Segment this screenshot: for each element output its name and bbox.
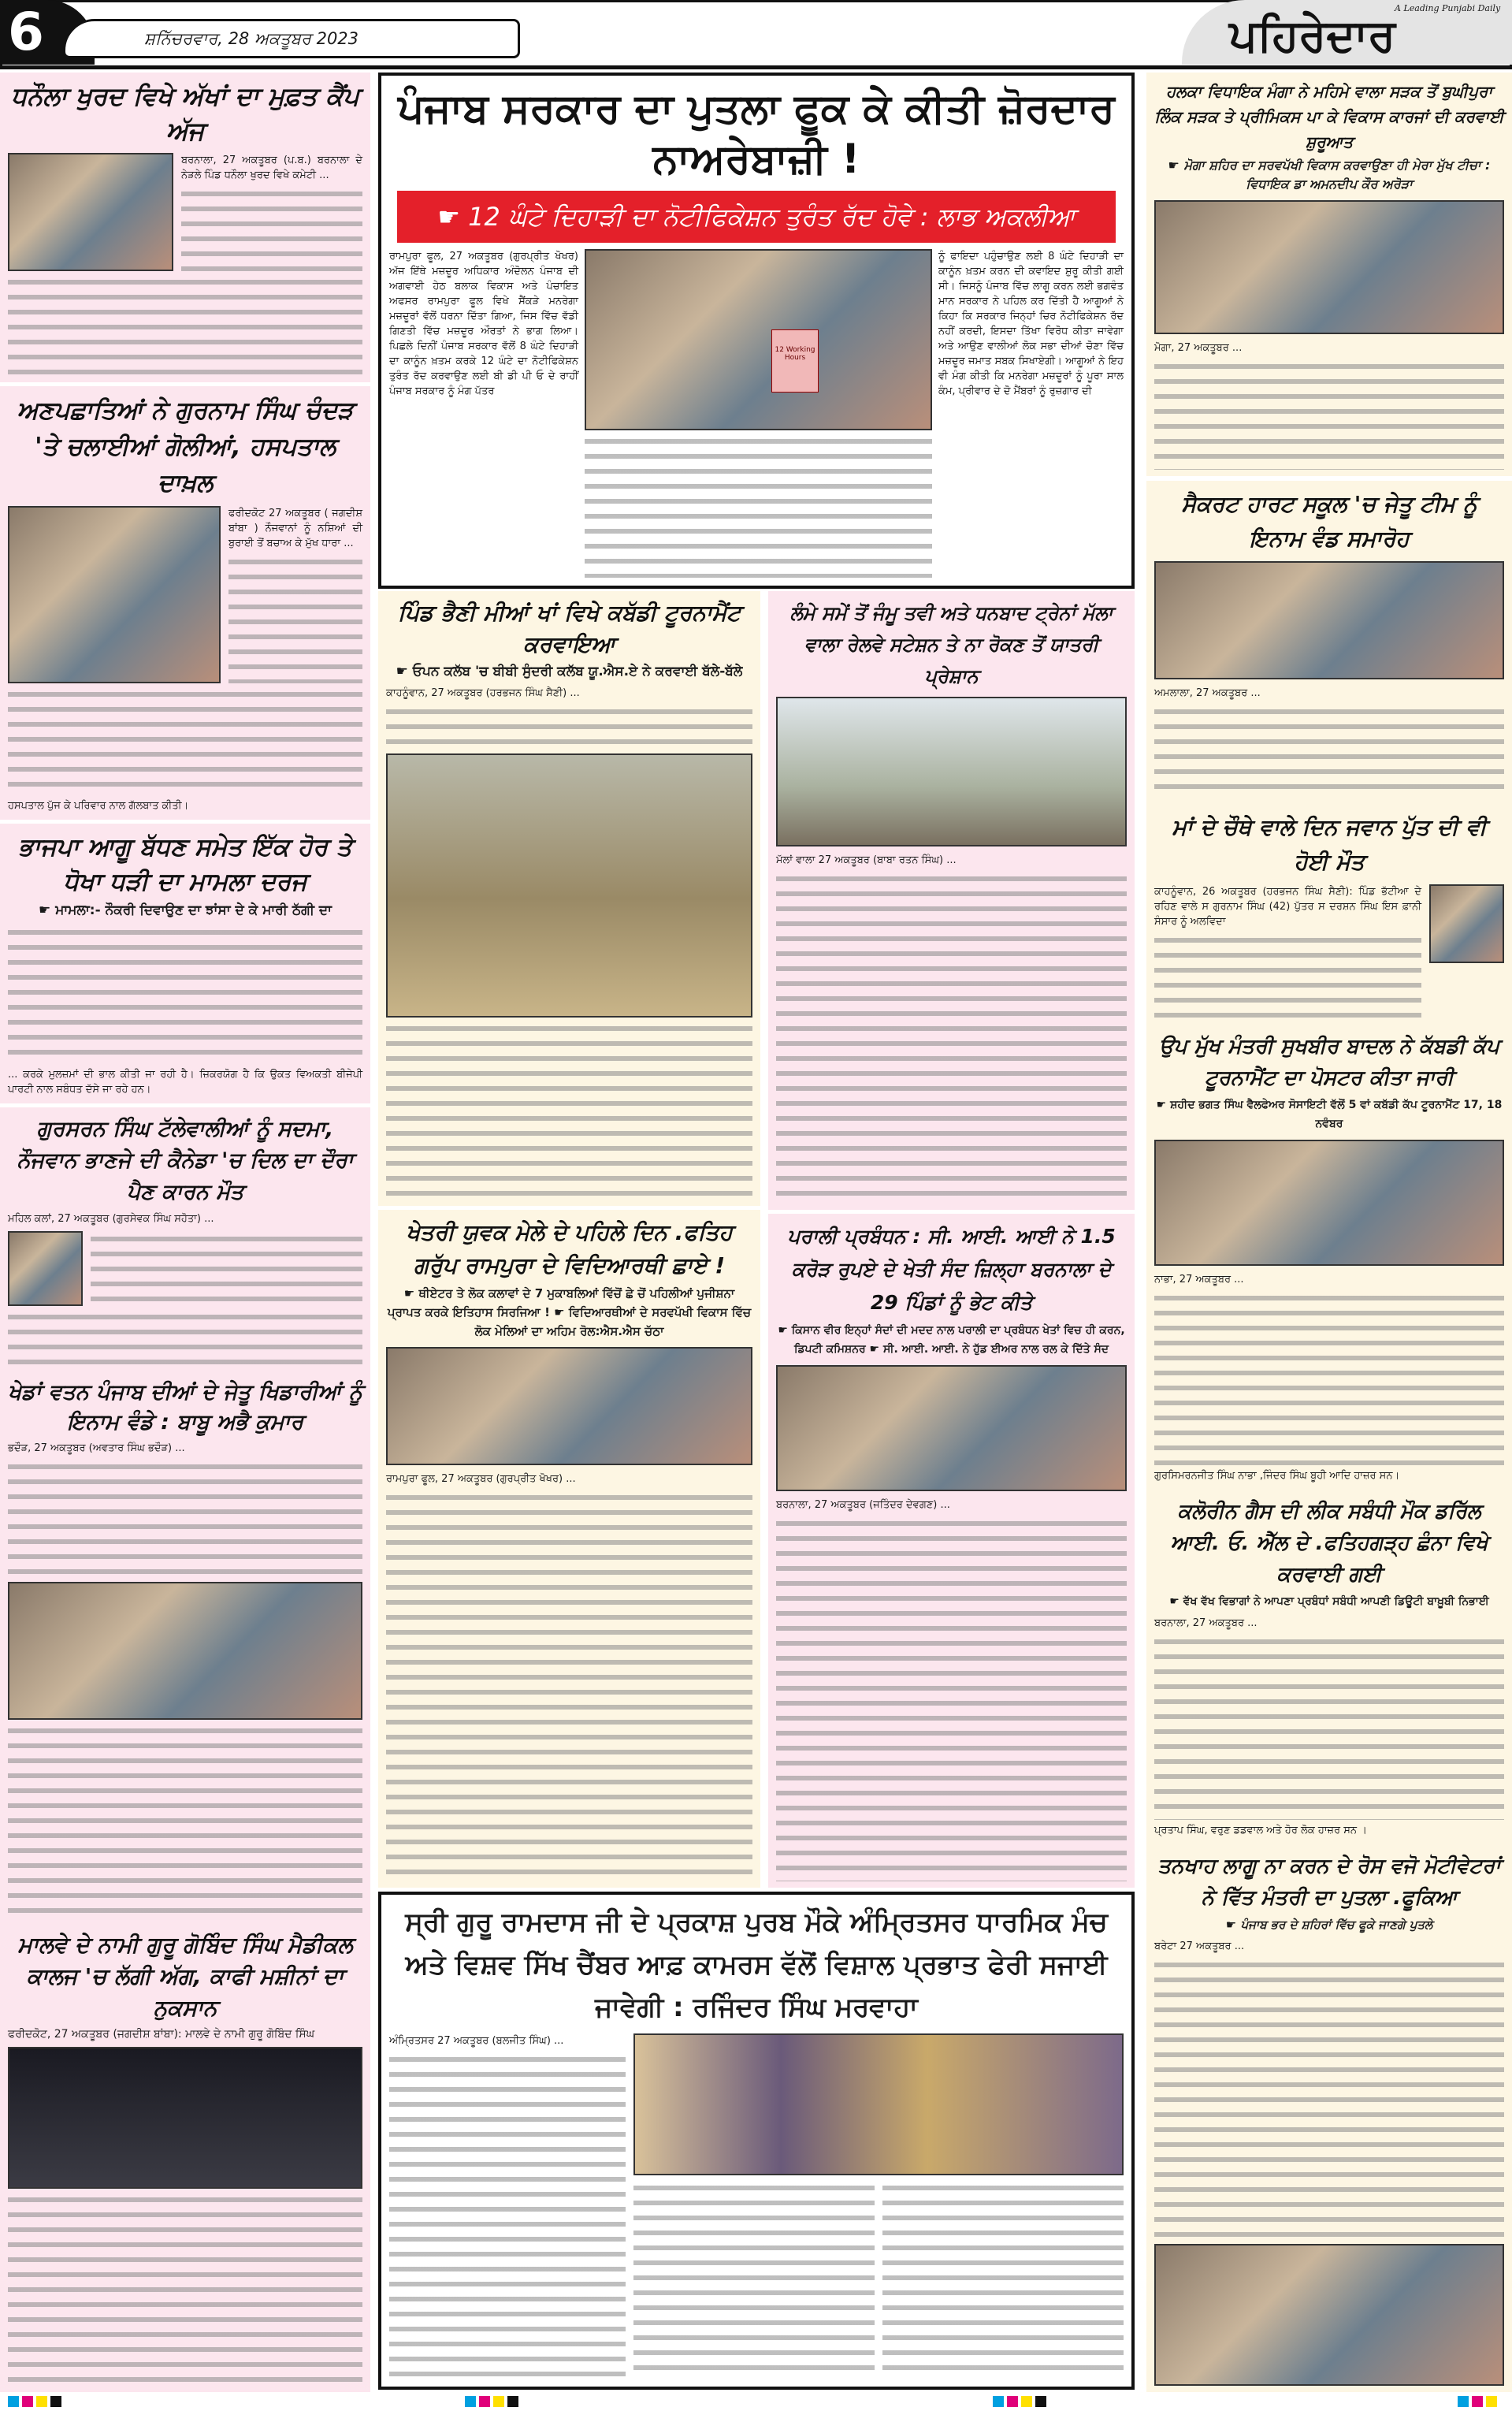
machinery-photo (776, 1365, 1127, 1491)
text-column (389, 2033, 626, 2380)
body: ਮਹਿਲ ਕਲਾਂ, 27 ਅਕਤੂਬਰ (ਗੁਰਸੇਵਕ ਸਿੰਘ ਸਹੋਤਾ) ... (8, 1213, 214, 1225)
subheadline: ☛ ਮੋਗਾ ਸ਼ਹਿਰ ਦਾ ਸਰਵਪੱਖੀ ਵਿਕਾਸ ਕਰਵਾਉਣਾ ਹੀ ਮੇਰਾ ਮੁੱਖ ਟੀਚਾ : ਵਿਧਾਇਕ ਡਾ ਅਮਨਦੀਪ ਕੌਰ ਅਰੋੜਾ (1154, 156, 1504, 194)
article-secret-heart (1146, 481, 1512, 804)
poster-release-photo (1154, 1140, 1504, 1266)
registration-mark (993, 2396, 1004, 2407)
body: ਭਦੌੜ, 27 ਅਕਤੂਬਰ (ਅਵਤਾਰ ਸਿੰਘ ਭਦੌੜ) ... (8, 1442, 185, 1454)
headline: ਕਲੋਰੀਨ ਗੈਸ ਦੀ ਲੀਕ ਸਬੰਧੀ ਮੌਕ ਡਰਿੱਲ ਆਈ. ਓ. ਐੱਲ ਦੇ .ਫਤਿਹਗੜ੍ਹ ਛੰਨਾ ਵਿਖੇ ਕਰਵਾਈ ਗਈ (1170, 1500, 1488, 1587)
students-photo (386, 1347, 752, 1465)
lead-headline: ਪੰਜਾਬ ਸਰਕਾਰ ਦਾ ਪੁਤਲਾ ਫੂਕ ਕੇ ਕੀਤੀ ਜ਼ੋਰਦਾਰ ਨਾਅਰੇਬਾਜ਼ੀ ! (398, 85, 1115, 183)
registration-mark (1486, 2396, 1497, 2407)
body: ਅੰਮ੍ਰਿਤਸਰ 27 ਅਕਤੂਬਰ (ਬਲਜੀਤ ਸਿੰਘ) ... (389, 2035, 564, 2047)
article-canada-death (0, 1107, 370, 1371)
text-lines (776, 871, 1127, 1204)
text-lines (1154, 359, 1504, 470)
subheadline: ☛ ਪੰਜਾਬ ਭਰ ਦੇ ਸ਼ਹਿਰਾਂ ਵਿੱਚ ਫੂਕੇ ਜਾਣਗੇ ਪੁਤਲੇ (1154, 1915, 1504, 1934)
body: ਬਰੇਟਾ 27 ਅਕਤੂਬਰ ... (1154, 1940, 1245, 1952)
article-kabaddi-poster (1146, 1025, 1512, 1490)
article-khedan-watan (0, 1371, 370, 1923)
body: ਕਾਹਨੂੰਵਾਨ, 27 ਅਕਤੂਬਰ (ਹਰਭਜਨ ਸਿੰਘ ਸੈਣੀ) ... (386, 687, 580, 699)
portrait-photo (1429, 884, 1504, 963)
body: ... ਕਰਕੇ ਮੁਲਜ਼ਮਾਂ ਦੀ ਭਾਲ ਕੀਤੀ ਜਾ ਰਹੀ ਹੈ। ਜ਼ਿਕਰਯੋਗ ਹੈ ਕਿ ਉਕਤ ਵਿਅਕਤੀ ਬੀਜੇਪੀ ਪਾਰਟੀ ਨਾਲ ਸਬੰਧਤ ਦੱਸੇ ਜਾ ਰਹੇ ਹਨ। (8, 1069, 362, 1096)
registration-mark (493, 2396, 504, 2407)
text-lines (8, 925, 362, 1064)
school-team-photo (1154, 561, 1504, 679)
subheadline: ☛ ਓਪਨ ਕਲੱਬ 'ਚ ਬੀਬੀ ਸੁੰਦਰੀ ਕਲੱਬ ਯੂ.ਐਸ.ਏ ਨੇ ਕਰਵਾਈ ਬੱਲੇ-ਬੱਲੇ (386, 662, 752, 681)
headline: ਪਰਾਲੀ ਪ੍ਰਬੰਧਨ : ਸੀ. ਆਈ. ਆਈ ਨੇ 1.5 ਕਰੋੜ ਰੁਪਏ ਦੇ ਖੇਤੀ ਸੰਦ ਜ਼ਿਲ੍ਹਾ ਬਰਨਾਲਾ ਦੇ 29 ਪਿੰਡਾਂ ਨੂੰ ਭੇਟ ਕੀਤੇ (787, 1225, 1116, 1314)
group-photo (633, 2033, 1124, 2175)
text-lines (882, 2180, 1124, 2380)
subheadline: ☛ ਵੱਖ ਵੱਖ ਵਿਭਾਗਾਂ ਨੇ ਆਪਣਾ ਪ੍ਰਬੰਧਾਂ ਸਬੰਧੀ ਆਪਣੀ ਡਿਊਟੀ ਬਾਖ਼ੂਬੀ ਨਿਭਾਈ (1154, 1592, 1504, 1611)
body: ਅਮਲਾਲਾ, 27 ਅਕਤੂਬਰ ... (1154, 687, 1261, 699)
placard: 12 Working Hours (771, 329, 819, 393)
body: ਬਰਨਾਲਾ, 27 ਅਕਤੂਬਰ ... (1154, 1617, 1258, 1629)
registration-mark (50, 2396, 61, 2407)
text-lines (1154, 1634, 1504, 1820)
headline: ਧਨੌਲਾ ਖੁਰਦ ਵਿਖੇ ਅੱਖਾਂ ਦਾ ਮੁਫ਼ਤ ਕੈਂਪ ਅੱਜ (11, 81, 359, 146)
lead-columns (389, 249, 1124, 578)
banner-columns (389, 2033, 1124, 2380)
photo-row (1154, 884, 1504, 1018)
text-lines (8, 1723, 362, 1917)
registration-mark (1021, 2396, 1032, 2407)
subheadline: ☛ ਮਾਮਲਾ:- ਨੌਕਰੀ ਦਿਵਾਉਣ ਦਾ ਝਾਂਸਾ ਦੇ ਕੇ ਮਾਰੀ ਠੱਗੀ ਦਾ (8, 901, 362, 920)
fire-night-photo (8, 2047, 362, 2189)
article-medical-college-fire (0, 1923, 370, 2392)
text-lines (1154, 932, 1421, 1018)
text-lines (8, 686, 362, 795)
body: ਫਰੀਦਕੋਟ, 27 ਅਕਤੂਬਰ (ਜਗਦੀਸ਼ ਬਾਂਬਾ): ਮਾਲਵੇ ਦੇ ਨਾਮੀ ਗੁਰੂ ਗੋਬਿੰਦ ਸਿੰਘ (8, 2028, 315, 2041)
registration-mark (36, 2396, 47, 2407)
registration-mark (8, 2396, 19, 2407)
registration-mark (1458, 2396, 1469, 2407)
headline: ਪਿੰਡ ਭੈਣੀ ਮੀਆਂ ਖਾਂ ਵਿਖੇ ਕਬੱਡੀ ਟੂਰਨਾਮੈਂਟ ਕਰਵਾਇਆ (397, 600, 741, 657)
footer (0, 2393, 1512, 2411)
body-end: ਗੁਰਸਿਮਰਨਜੀਤ ਸਿੰਘ ਨਾਭਾ ,ਜਿੰਦਰ ਸਿੰਘ ਬੂਹੀ ਆਦਿ ਹਾਜ਼ਰ ਸਨ। (1154, 1470, 1400, 1482)
text-lines (1154, 704, 1504, 798)
text-columns (633, 2180, 1124, 2380)
newspaper-logo: ਪਹਿਰੇਦਾਰ (1229, 9, 1396, 61)
registration-mark (22, 2396, 33, 2407)
mla-photo (1154, 200, 1504, 334)
article-gunshot (0, 386, 370, 820)
headline: ਮਾਂ ਦੇ ਚੌਥੇ ਵਾਲੇ ਦਿਨ ਜਵਾਨ ਪੁੱਤ ਦੀ ਵੀ ਹੋਈ ਮੌਤ (1172, 814, 1487, 875)
registration-mark (507, 2396, 518, 2407)
article-effigy-burning (1146, 1844, 1512, 2392)
article-son-death (1146, 804, 1512, 1025)
body: ਮੱਲਾਂ ਵਾਲਾ 27 ਅਕਤੂਬਰ (ਬਾਬਾ ਰਤਨ ਸਿੰਘ) ... (776, 854, 957, 866)
text-lines (8, 274, 362, 376)
award-photo (8, 1582, 362, 1720)
text-lines (181, 186, 362, 271)
text-lines (1154, 1290, 1504, 1465)
body-end: ਹਸਪਤਾਲ ਪੁੱਜ ਕੇ ਪਰਿਵਾਰ ਨਾਲ ਗੱਲਬਾਤ ਕੀਤੀ। (8, 800, 189, 812)
headline: ਖੇਡਾਂ ਵਤਨ ਪੰਜਾਬ ਦੀਆਂ ਦੇ ਜੇਤੂ ਖਿਡਾਰੀਆਂ ਨੂੰ ਇਨਾਮ ਵੰਡੇ : ਬਾਬੂ ਅਭੈ ਕੁਮਾਰ (8, 1380, 362, 1434)
text-column (228, 506, 362, 683)
registration-mark (1035, 2396, 1046, 2407)
text-lines (776, 1516, 1127, 1881)
headline: ਅਣਪਛਾਤਿਆਂ ਨੇ ਗੁਰਨਾਮ ਸਿੰਘ ਚੰਦੜ 'ਤੇ ਚਲਾਈਆਂ ਗੋਲੀਆਂ, ਹਸਪਤਾਲ ਦਾਖ਼ਲ (17, 396, 354, 497)
headline: ਸ੍ਰੀ ਗੁਰੂ ਰਾਮਦਾਸ ਜੀ ਦੇ ਪ੍ਰਕਾਸ਼ ਪੁਰਬ ਮੌਕੇ ਅੰਮ੍ਰਿਤਸਰ ਧਾਰਮਿਕ ਮੰਚ ਅਤੇ ਵਿਸ਼ਵ ਸਿੱਖ ਚੈਂਬਰ ਆਫ਼ ਕਾਮਰਸ ਵੱਲੋਂ ਵਿਸ਼ਾਲ ਪ੍ਰਭਾਤ ਫੇਰੀ ਸਜਾਈ ਜਾਵੇਗੀ : ਰਜਿੰਦਰ ਸਿੰਘ ਮਰਵਾਹਾ (405, 1907, 1108, 2023)
photo-row (8, 1231, 362, 1306)
article-youth-festival (378, 1210, 760, 1888)
article-prakash-purab (378, 1892, 1135, 2390)
body: ਰਾਮਪੁਰਾ ਫੂਲ, 27 ਅਕਤੂਬਰ (ਗੁਰਪ੍ਰੀਤ ਖੋਖਰ) ... (386, 1473, 576, 1485)
page-number: 6 (0, 0, 95, 65)
headline: ਉਪ ਮੁੱਖ ਮੰਤਰੀ ਸੁਖਬੀਰ ਬਾਦਲ ਨੇ ਕੱਬਡੀ ਕੱਪ ਟੂਰਨਾਮੈਂਟ ਦਾ ਪੋਸਟਰ ਕੀਤਾ ਜਾਰੀ (1158, 1035, 1500, 1090)
lead-photo-column (585, 249, 932, 578)
headline: ਖੇਤਰੀ ਯੁਵਕ ਮੇਲੇ ਦੇ ਪਹਿਲੇ ਦਿਨ .ਫਤਿਹ ਗਰੁੱਪ ਰਾਮਪੁਰਾ ਦੇ ਵਿਦਿਆਰਥੀ ਛਾਏ ! (406, 1219, 733, 1278)
subheadline: ☛ ਥੀਏਟਰ ਤੇ ਲੋਕ ਕਲਾਵਾਂ ਦੇ 7 ਮੁਕਾਬਲਿਆਂ ਵਿੱਚੋਂ ਛੇ ਚੋਂ ਪਹਿਲੀਆਂ ਪੁਜੀਸ਼ਨਾ ਪ੍ਰਾਪਤ ਕਰਕੇ ਇਤਿਹਾਸ ਸਿਰਜਿਆ ! ☛ ਵਿਦਿਆਰਥੀਆਂ ਦੇ ਸਰਵਪੱਖੀ ਵਿਕਾਸ ਵਿੱਚ ਲੋਕ ਮੇਲਿਆਂ ਦਾ ਅਹਿਮ ਰੋਲ:ਐਸ.ਐਸ ਚੱਠਾ (386, 1284, 752, 1341)
article-road-premix (1146, 73, 1512, 476)
headline: ਸੈਕਰਟ ਹਾਰਟ ਸਕੂਲ 'ਚ ਜੇਤੂ ਟੀਮ ਨੂੰ ਇਨਾਮ ਵੰਡ ਸਮਾਰੋਹ (1181, 491, 1477, 552)
registration-mark (465, 2396, 476, 2407)
subheadline: ☛ ਕਿਸਾਨ ਵੀਰ ਇਨ੍ਹਾਂ ਸੰਦਾਂ ਦੀ ਮਦਦ ਨਾਲ ਪਰਾਲੀ ਦਾ ਪ੍ਰਬੰਧਨ ਖੇਤਾਂ ਵਿਚ ਹੀ ਕਰਨ, ਡਿਪਟੀ ਕਮਿਸ਼ਨਰ ☛ ਸੀ. ਆਈ. ਆਈ. ਨੇ ਹੁੱਡ ਈਅਰ ਨਾਲ ਰਲ ਕੇ ਦਿੱਤੇ ਸੰਦ (776, 1321, 1127, 1359)
body: ਕਾਹਨੂੰਵਾਨ, 26 ਅਕਤੂਬਰ (ਹਰਭਜਨ ਸਿੰਘ ਸੈਣੀ): ਪਿੰਡ ਭੱਟੀਆ ਦੇ ਰਹਿਣ ਵਾਲੇ ਸ ਗੁਰਨਾਮ ਸਿੰਘ (42) ਪੁੱਤਰ ਸ ਦਰਸ਼ਨ ਸਿੰਘ ਇਸ ਫ਼ਾਨੀ ਸੰਸਾਰ ਨੂੰ ਅਲਵਿਦਾ (1154, 886, 1421, 928)
subheadline: ☛ ਸ਼ਹੀਦ ਭਗਤ ਸਿੰਘ ਵੈਲਫੇਅਰ ਸੋਸਾਇਟੀ ਵੱਲੋਂ 5 ਵਾਂ ਕਬੱਡੀ ਕੱਪ ਟੂਰਨਾਮੈਂਟ 17, 18 ਨਵੰਬਰ (1154, 1096, 1504, 1133)
text-lines (8, 1309, 362, 1365)
photo-row (8, 153, 362, 271)
text-lines (91, 1231, 362, 1306)
registration-mark (1472, 2396, 1483, 2407)
headline: ਲੰਮੇ ਸਮੇਂ ਤੋਂ ਜੰਮੂ ਤਵੀ ਅਤੇ ਧਨਬਾਦ ਟ੍ਰੇਨਾਂ ਮੱਲਾ ਵਾਲਾ ਰੇਲਵੇ ਸਟੇਸ਼ਨ ਤੇ ਨਾ ਰੋਕਣ ਤੋਂ ਯਾਤਰੀ ਪ੍ਰੇਸ਼ਾਨ (789, 602, 1113, 687)
text-lines (228, 554, 362, 683)
headline: ਮਾਲਵੇ ਦੇ ਨਾਮੀ ਗੁਰੂ ਗੋਬਿੰਦ ਸਿੰਘ ਮੈਡੀਕਲ ਕਾਲਜ 'ਚ ਲੱਗੀ ਅੱਗ, ਕਾਫੀ ਮਸ਼ੀਨਾਂ ਦਾ ਨੁਕਸਾਨ (17, 1932, 353, 2021)
text-lines (8, 2192, 362, 2386)
headline: ਤਨਖਾਹ ਲਾਗੂ ਨਾ ਕਰਨ ਦੇ ਰੋਸ ਵਜੋ ਮੋਟੀਵੇਟਰਾਂ ਨੇ ਵਿੱਤ ਮੰਤਰੀ ਦਾ ਪੁਤਲਾ .ਫੂਕਿਆ (1157, 1855, 1501, 1910)
article-stubble-management (768, 1214, 1135, 1888)
lead-sub-text: 12 ਘੰਟੇ ਦਿਹਾੜੀ ਦਾ ਨੋਟੀਫਿਕੇਸ਼ਨ ਤੁਰੰਤ ਰੱਦ ਹੋਵੇ : ਲਾਭ ਅਕਲੀਆ (468, 202, 1075, 232)
text-lines (389, 2052, 626, 2380)
text-lines (8, 1459, 362, 1577)
registration-mark (479, 2396, 490, 2407)
photo-column (633, 2033, 1124, 2380)
body: ਬਰਨਾਲਾ, 27 ਅਕਤੂਬਰ (ਜਤਿੰਦਰ ਦੇਵਗਣ) ... (776, 1499, 950, 1511)
lead-body-right: ਨੂੰ ਫਾਇਦਾ ਪਹੁੰਚਾਉਣ ਲਈ 8 ਘੰਟੇ ਦਿਹਾੜੀ ਦਾ ਕਾਨੂੰਨ ਖ਼ਤਮ ਕਰਨ ਦੀ ਕਵਾਇਦ ਸ਼ੁਰੂ ਕੀਤੀ ਗਈ ਸੀ। ਜਿਸਨੂੰ ਪੰਜਾਬ ਵਿੱਚ ਲਾਗੂ ਕਰਨ ਲਈ ਭਗਵੰਤ ਮਾਨ ਸਰਕਾਰ ਨੇ ਪਹਿਲ ਕਰ ਦਿੱਤੀ ਹੈ ਆਗੂਆਂ ਨੇ ਕਿਹਾ ਕਿ ਸਰਕਾਰ ਜਿਨ੍ਹਾਂ ਚਿਰ ਨੋਟੀਫਿਕੇਸ਼ਨ ਰੱਦ ਨਹੀਂ ਕਰਦੀ, ਇਸਦਾ ਤਿੱਖਾ ਵਿਰੋਧ ਕੀਤਾ ਜਾਵੇਗਾ ਅਤੇ ਆਉਣ ਵਾਲੀਆਂ ਲੋਕ ਸਭਾ ਦੀਆਂ ਚੋਣਾ ਵਿੱਚ ਮਜ਼ਦੂਰ ਜਮਾਤ ਸਬਕ ਸਿਖਾਏਗੀ। ਆਗੂਆਂ ਨੇ ਇਹ ਵੀ ਮੰਗ ਕੀਤੀ ਕਿ ਮਨਰੇਗਾ ਮਜ਼ਦੂਰਾਂ ਨੂੰ ਪੂਰਾ ਸਾਲ ਕੰਮ, ਪ੍ਰੀਵਾਰ ਦੇ ਦੋ ਮੈਂਬਰਾਂ ਨੂੰ ਰੁਜ਼ਗਾਰ ਦੀ (938, 251, 1124, 397)
registration-mark (1007, 2396, 1018, 2407)
article-railway (768, 591, 1135, 1210)
tagline: A Leading Punjabi Daily (1395, 3, 1501, 13)
body-end: ਪ੍ਰਤਾਪ ਸਿੰਘ, ਵਰੁਣ ਡਡਵਾਲ ਅਤੇ ਹੋਰ ਲੋਕ ਹਾਜ਼ਰ ਸਨ । (1154, 1825, 1367, 1836)
text-lines (633, 2180, 875, 2380)
portraits-photo (8, 153, 173, 271)
text-column (1154, 884, 1421, 1018)
text-lines (386, 704, 752, 749)
headline: ਗੁਰਸਰਨ ਸਿੰਘ ਟੱਲੇਵਾਲੀਆਂ ਨੂੰ ਸਦਮਾ, ਨੌਜਵਾਨ ਭਾਣਜੇ ਦੀ ਕੈਨੇਡਾ 'ਚ ਦਿਲ ਦਾ ਦੌਰਾ ਪੈਣ ਕਾਰਨ ਮੌਤ (17, 1117, 354, 1204)
lead-story (378, 73, 1135, 589)
body: ਬਰਨਾਲਾ, 27 ਅਕਤੂਬਰ (ਪ.ਬ.) ਬਰਨਾਲਾ ਦੇ ਨੇੜਲੇ ਪਿੰਡ ਧਨੌਲਾ ਖੁਰਦ ਵਿਖੇ ਕਮੇਟੀ ... (181, 154, 362, 181)
issue-date: ਸ਼ਨਿੱਚਰਵਾਰ, 28 ਅਕਤੂਬਰ 2023 (63, 19, 520, 58)
text-lines (585, 433, 932, 578)
text-lines (386, 1490, 752, 1881)
photo-row (8, 506, 362, 683)
portrait-photo (8, 1231, 83, 1306)
headline: ਹਲਕਾ ਵਿਧਾਇਕ ਮੰਗਾ ਨੇ ਮਹਿਮੇ ਵਾਲਾ ਸੜਕ ਤੋਂ ਬੁਘੀਪੁਰਾ ਲਿੰਕ ਸੜਕ ਤੇ ਪ੍ਰੀਮਿਕਸ ਪਾ ਕੇ ਵਿਕਾਸ ਕਾਰਜਾਂ ਦੀ ਕਰਵਾਈ ਸ਼ੁਰੂਆਤ (1154, 82, 1504, 151)
text-column (181, 153, 362, 271)
text-lines (1154, 1957, 1504, 2239)
protest-photo (585, 249, 932, 430)
headline: ਭਾਜਪਾ ਆਗੂ ਬੱਧਣ ਸਮੇਤ ਇੱਕ ਹੋਰ ਤੇ ਧੋਖਾ ਧੜੀ ਦਾ ਮਾਮਲਾ ਦਰਜ (18, 833, 352, 896)
body: ਫਰੀਦਕੋਟ 27 ਅਕਤੂਬਰ ( ਜਗਦੀਸ਼ ਬਾਂਬਾ ) ਨੌਜਵਾਨਾਂ ਨੂੰ ਨਸ਼ਿਆਂ ਦੀ ਬੁਰਾਈ ਤੋਂ ਬਚਾਅ ਕੇ ਮੁੱਖ ਧਾਰਾ ... (228, 508, 362, 549)
article-mock-drill (1146, 1490, 1512, 1844)
railway-station-photo (776, 697, 1127, 846)
article-eye-camp (0, 73, 370, 382)
article-kabaddi (378, 591, 760, 1206)
article-bjp-fraud (0, 824, 370, 1103)
body: ਨਾਭਾ, 27 ਅਕਤੂਬਰ ... (1154, 1274, 1244, 1285)
motivators-protest-photo (1154, 2244, 1504, 2386)
body: ਮੋਗਾ, 27 ਅਕਤੂਬਰ ... (1154, 342, 1243, 354)
hospital-photo (8, 506, 221, 683)
lead-body-left: ਰਾਮਪੁਰਾ ਫੂਲ, 27 ਅਕਤੂਬਰ (ਗੁਰਪ੍ਰੀਤ ਖੋਖਰ) ਅੱਜ ਇੱਥੇ ਮਜ਼ਦੂਰ ਅਧਿਕਾਰ ਅੰਦੋਲਨ ਪੰਜਾਬ ਦੀ ਅਗਵਾਈ ਹੇਠ ਬਲਾਕ ਵਿਕਾਸ ਅਤੇ ਪੰਚਾਇਤ ਅਫਸਰ ਰਾਮਪੁਰਾ ਫੂਲ ਵਿਖੇ ਸੈਂਕੜੇ ਮਨਰੇਗਾ ਮਜ਼ਦੂਰਾਂ ਵੱਲੋਂ ਧਰਨਾ ਦਿੱਤਾ ਗਿਆ, ਜਿਸ ਵਿੱਚ ਵੱਡੀ ਗਿਣਤੀ ਵਿੱਚ ਮਜ਼ਦੂਰ ਔਰਤਾਂ ਨੇ ਭਾਗ ਲਿਆ। ਪਿਛਲੇ ਦਿਨੀਂ ਪੰਜਾਬ ਸਰਕਾਰ ਵੱਲੋਂ 8 ਘੰਟੇ ਦਿਹਾੜੀ ਦਾ ਕਾਨੂੰਨ ਖ਼ਤਮ ਕਰਕੇ 12 ਘੰਟੇ ਦਾ ਨੋਟੀਫਿਕੇਸ਼ਨ ਤੁਰੰਤ ਰੱਦ ਕਰਵਾਉਣ ਲਈ ਬੀ ਡੀ ਪੀ ਓ ਦੇ ਰਾਹੀਂ ਪੰਜਾਬ ਸਰਕਾਰ ਨੂੰ ਮੰਗ ਪੱਤਰ (389, 251, 578, 397)
kabaddi-photo (386, 753, 752, 1018)
text-lines (386, 1021, 752, 1200)
lead-subheadline: ☛ 12 ਘੰਟੇ ਦਿਹਾੜੀ ਦਾ ਨੋਟੀਫਿਕੇਸ਼ਨ ਤੁਰੰਤ ਰੱਦ ਹੋਵੇ : ਲਾਭ ਅਕਲੀਆ (397, 191, 1116, 243)
